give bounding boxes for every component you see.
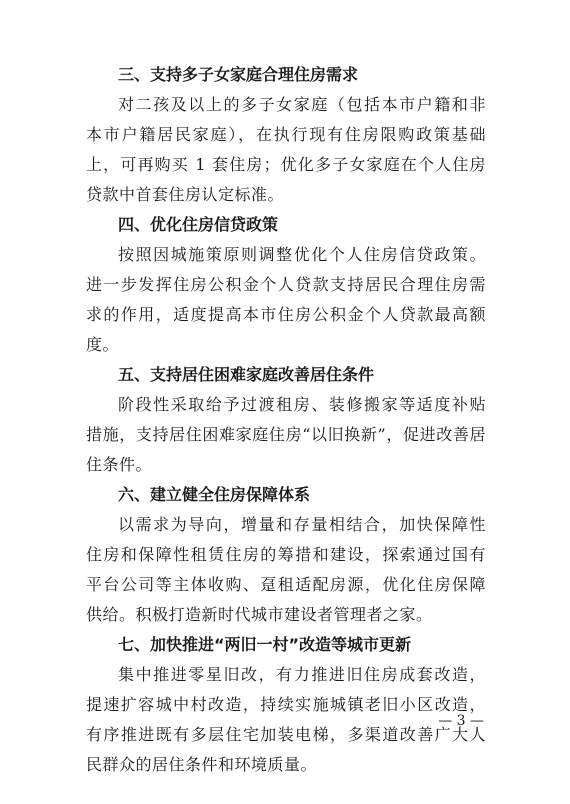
paragraph-line: 求的作用，适度提高本市住房公积金个人贷款最高额: [86, 305, 486, 324]
paragraph-line: 度。: [86, 335, 120, 354]
policy-section: [86, 210, 486, 360]
page-number: — 3 —: [438, 713, 484, 729]
paragraph-line: 有序推进既有多层住宅加装电梯，多渠道改善广大人: [86, 725, 486, 744]
paragraph-line: 按照因城施策原则调整优化个人住房信贷政策。: [118, 245, 486, 264]
paragraph-line: 住条件。: [86, 455, 153, 474]
section-paragraph: [86, 240, 486, 360]
section-heading: 四、优化住房信贷政策: [118, 215, 279, 234]
section-paragraph: [86, 390, 486, 480]
paragraph-line: 供给。积极打造新时代城市建设者管理者之家。: [86, 605, 433, 624]
section-heading: 七、加快推进“两旧一村”改造等城市更新: [118, 635, 412, 654]
section-paragraph: [86, 510, 486, 630]
paragraph-line: 提速扩容城中村改造，持续实施城镇老旧小区改造，: [86, 695, 486, 714]
section-heading: 五、支持居住困难家庭改善居住条件: [118, 365, 375, 384]
paragraph-line: 上，可再购买 1 套住房；优化多子女家庭在个人住房: [86, 155, 486, 174]
section-heading: 六、建立健全住房保障体系: [118, 485, 311, 504]
policy-section: [86, 60, 486, 210]
paragraph-line: 集中推进零星旧改，有力推进旧住房成套改造，: [118, 665, 486, 684]
paragraph-line: 贷款中首套住房认定标准。: [86, 185, 285, 204]
paragraph-line: 以需求为导向，增量和存量相结合，加快保障性: [118, 515, 486, 534]
paragraph-line: 平台公司等主体收购、趸租适配房源，优化住房保障: [86, 575, 486, 594]
paragraph-line: 阶段性采取给予过渡租房、装修搬家等适度补贴: [118, 395, 486, 414]
policy-section: [86, 630, 486, 780]
paragraph-line: 措施，支持居住困难家庭住房“以旧换新”，促进改善居: [86, 425, 486, 444]
paragraph-line: 住房和保障性租赁住房的筹措和建设，探索通过国有: [86, 545, 486, 564]
policy-section: [86, 360, 486, 480]
section-paragraph: [86, 90, 486, 210]
document-page: [86, 60, 486, 780]
paragraph-line: 进一步发挥住房公积金个人贷款支持居民合理住房需: [86, 275, 486, 294]
paragraph-line: 对二孩及以上的多子女家庭（包括本市户籍和非: [118, 95, 486, 114]
paragraph-line: 本市户籍居民家庭），在执行现有住房限购政策基础: [86, 125, 486, 144]
policy-section: [86, 480, 486, 630]
paragraph-line: 民群众的居住条件和环境质量。: [86, 755, 318, 774]
section-heading: 三、支持多子女家庭合理住房需求: [118, 65, 359, 84]
section-paragraph: [86, 660, 486, 780]
